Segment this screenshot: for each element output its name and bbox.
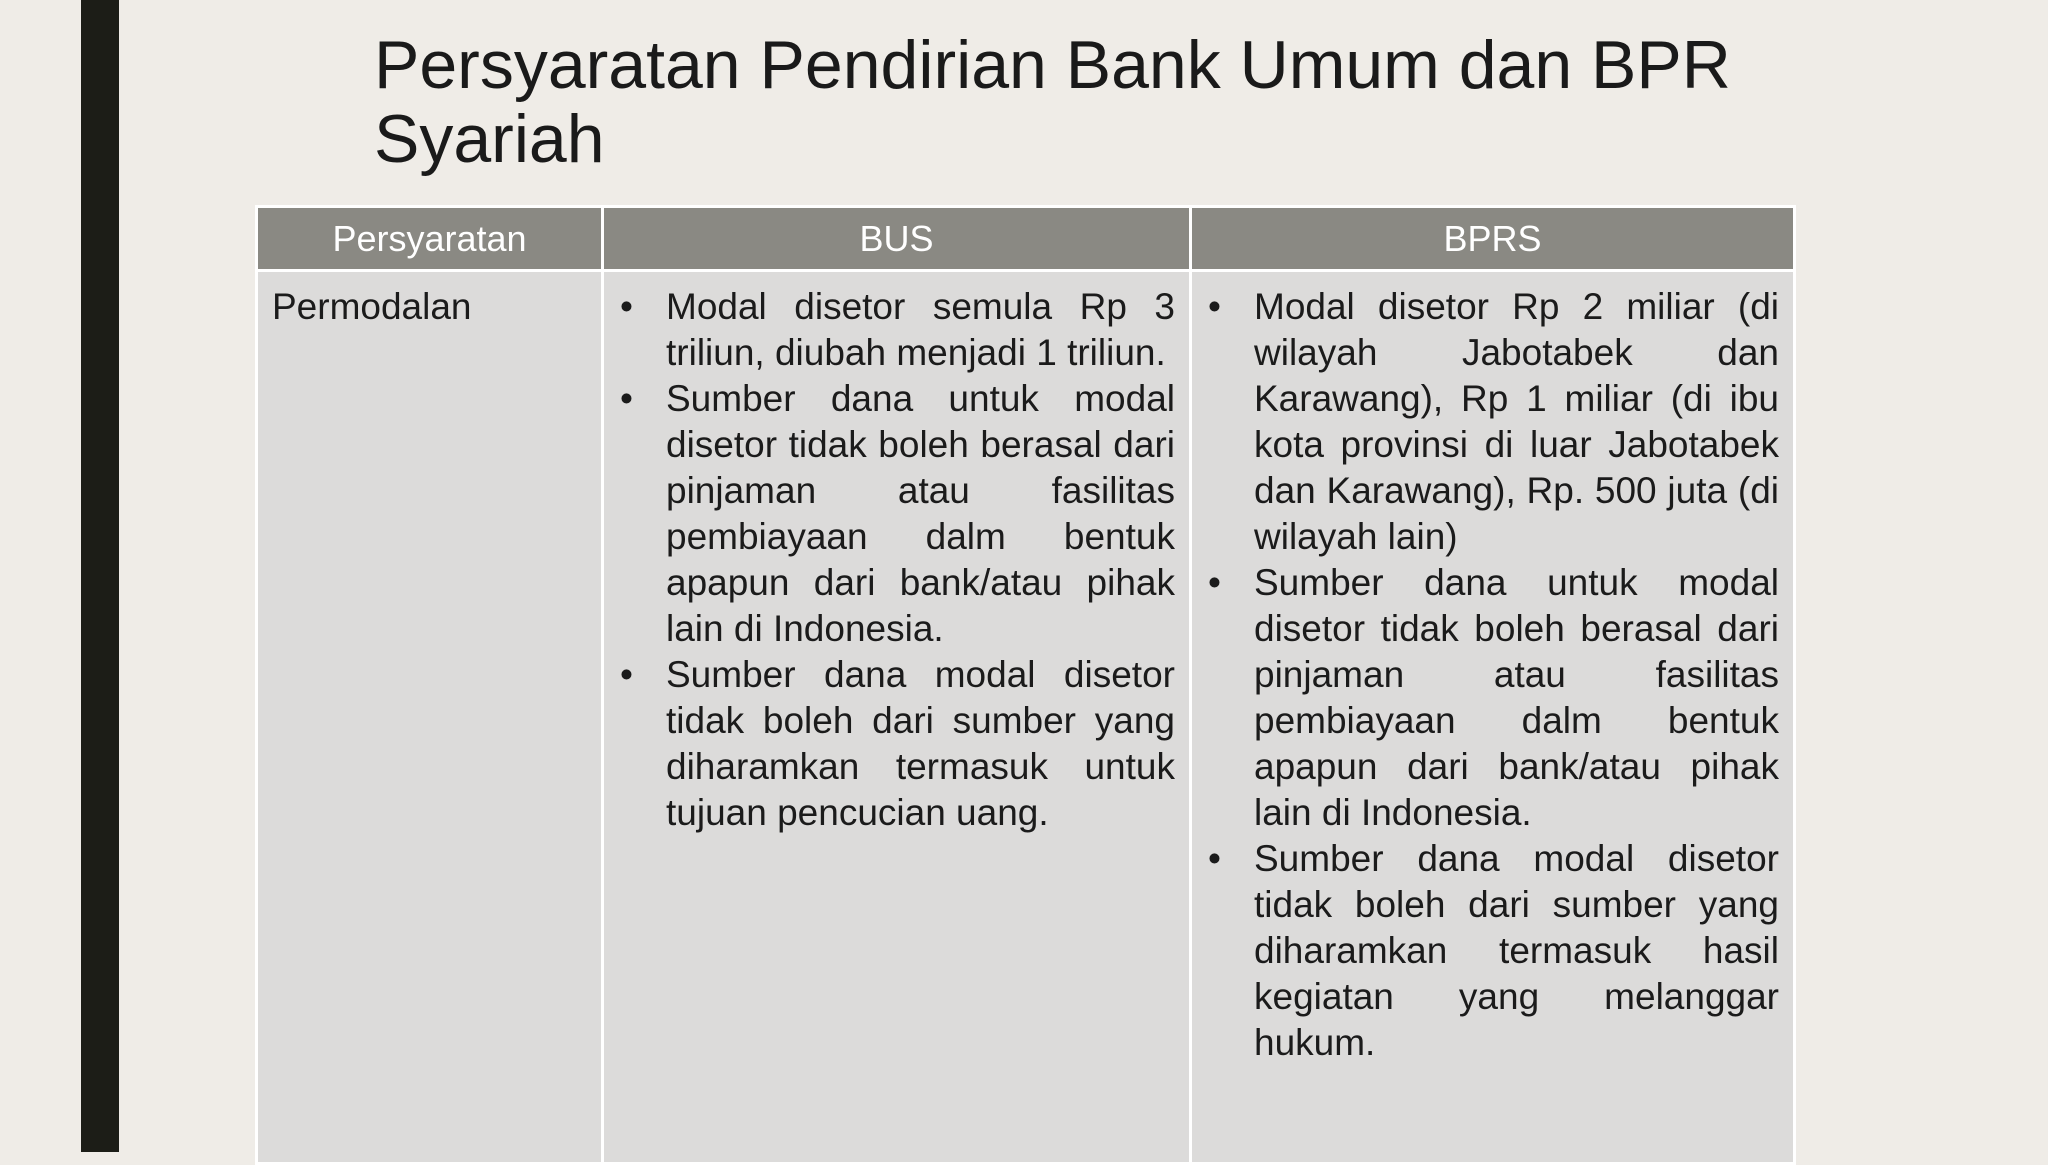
bus-item-text: Sumber dana untuk modal disetor tidak boleh berasal dari pinjaman atau fasilitas pembiayaan dalm bentuk apapun dari bank/atau pihak lain di Indonesia. — [666, 378, 1175, 649]
header-bprs: BPRS — [1191, 207, 1795, 271]
bus-cell — [603, 271, 1191, 1164]
bullet-icon: • — [1208, 838, 1221, 879]
bullet-icon: • — [620, 286, 633, 327]
slide-title: Persyaratan Pendirian Bank Umum dan BPR Syariah — [374, 27, 1731, 177]
left-accent-bar — [81, 0, 119, 1152]
bus-item-text: Sumber dana modal disetor tidak boleh dari sumber yang diharamkan termasuk untuk tujuan pencucian uang. — [666, 654, 1175, 833]
requirements-table — [255, 205, 1796, 1165]
table-row — [257, 271, 1795, 1164]
list-item — [614, 284, 1175, 376]
bullet-icon: • — [1208, 286, 1221, 327]
bullet-icon: • — [620, 654, 633, 695]
row-label-permodalan: Permodalan — [257, 271, 603, 1164]
bprs-item-text: Sumber dana untuk modal disetor tidak boleh berasal dari pinjaman atau fasilitas pembiayaan dalm bentuk apapun dari bank/atau pihak lain di Indonesia. — [1254, 562, 1779, 833]
bullet-icon: • — [620, 378, 633, 419]
list-item — [614, 376, 1175, 652]
bprs-item-text: Modal disetor Rp 2 miliar (di wilayah Jabotabek dan Karawang), Rp 1 miliar (di ibu kota provinsi di luar Jabotabek dan Karawang), Rp. 500 juta (di wilayah lain) — [1254, 286, 1779, 557]
list-item — [614, 652, 1175, 836]
bullet-icon: • — [1208, 562, 1221, 603]
bus-item-text: Modal disetor semula Rp 3 triliun, diubah menjadi 1 triliun. — [666, 286, 1175, 373]
table-header-row — [257, 207, 1795, 271]
bprs-cell — [1191, 271, 1795, 1164]
header-bus: BUS — [603, 207, 1191, 271]
bprs-item-text: Sumber dana modal disetor tidak boleh dari sumber yang diharamkan termasuk hasil kegiatan yang melanggar hukum. — [1254, 838, 1779, 1063]
list-item — [1202, 836, 1779, 1066]
list-item — [1202, 560, 1779, 836]
list-item — [1202, 284, 1779, 560]
header-persyaratan: Persyaratan — [257, 207, 603, 271]
bprs-bullet-list — [1202, 284, 1779, 1066]
bus-bullet-list — [614, 284, 1175, 836]
